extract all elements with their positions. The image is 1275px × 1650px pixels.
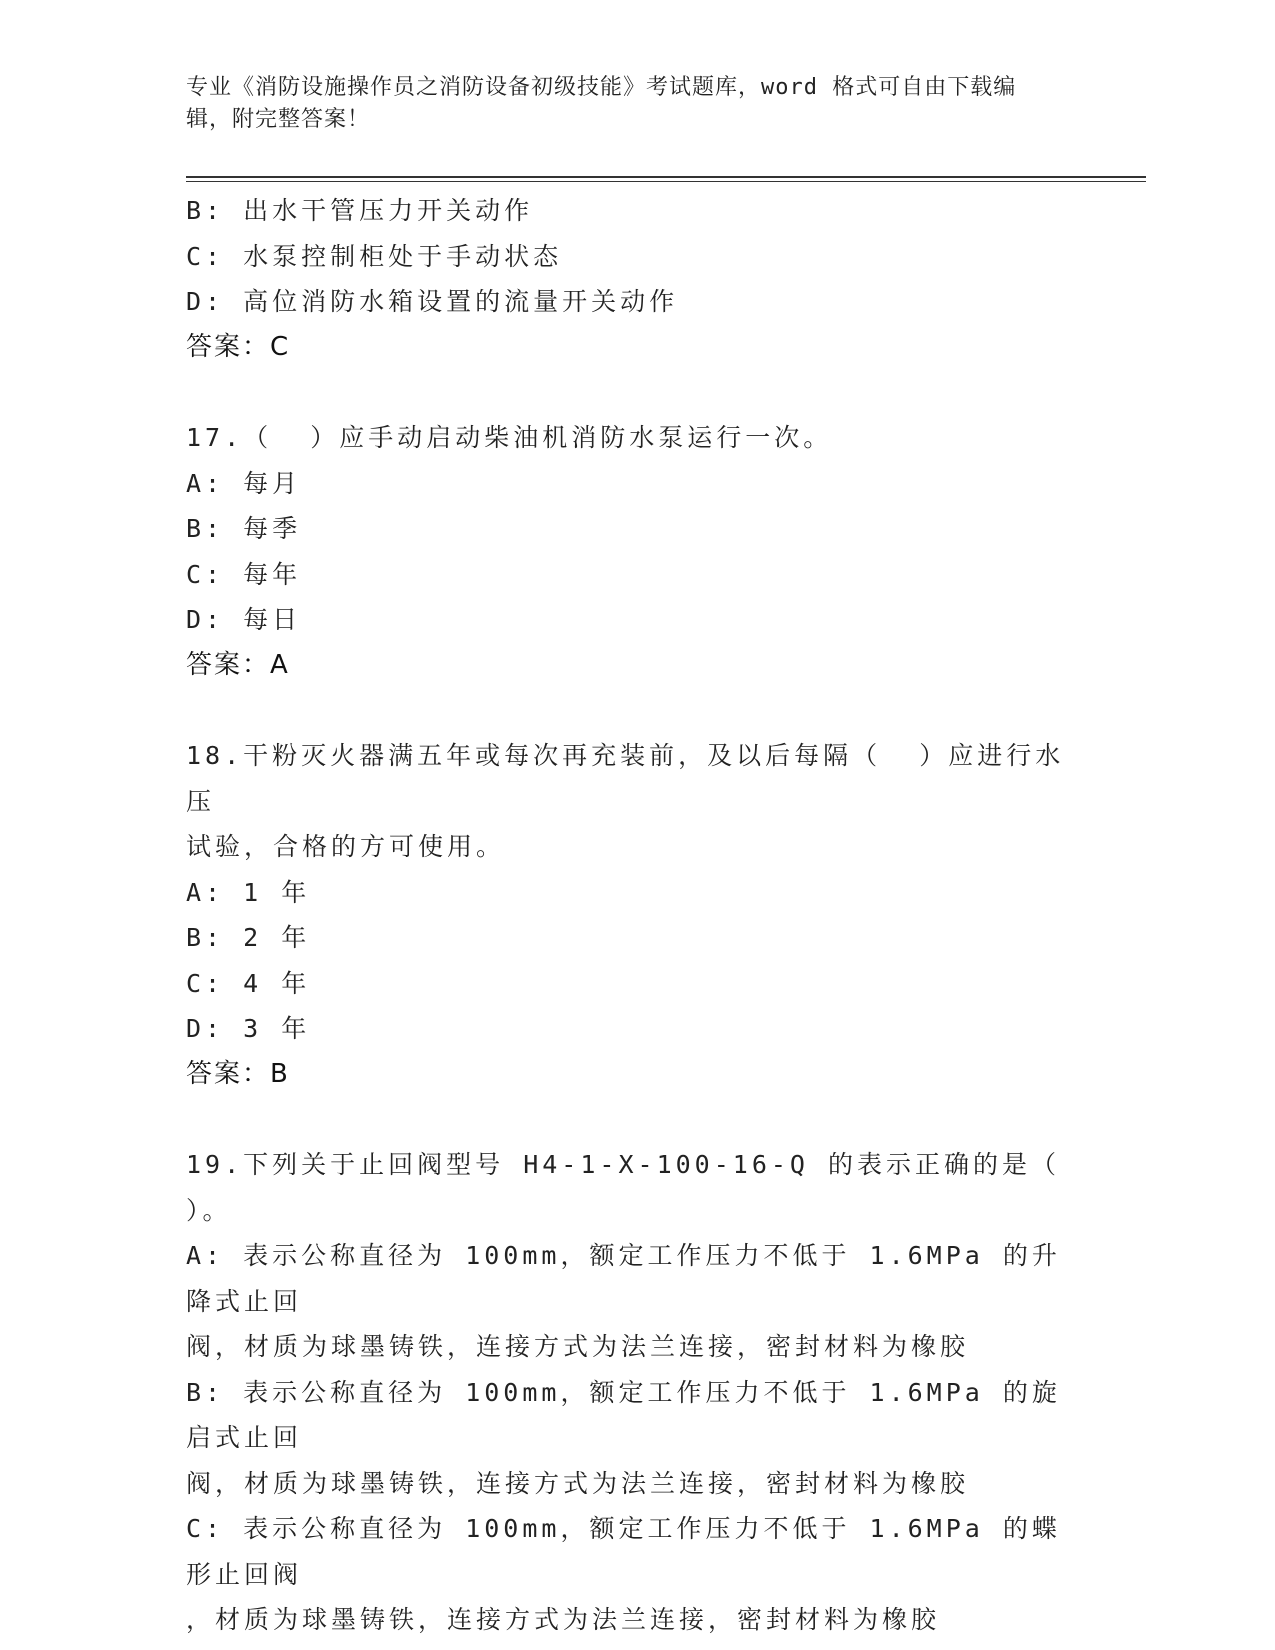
q18-option-b: B: 2 年 — [186, 923, 311, 952]
spacer — [186, 370, 1086, 415]
q19-option-c-line-1: C: 表示公称直径为 100mm，额定工作压力不低于 1.6MPa 的蝶形止回阀 — [186, 1514, 1061, 1589]
q18-option-c: C: 4 年 — [186, 968, 311, 998]
q19-option-c-line-2: ，材质为球墨铸铁，连接方式为法兰连接，密封材料为橡胶 — [186, 1605, 941, 1634]
q16-option-d: D: 高位消防水箱设置的流量开关动作 — [186, 287, 679, 316]
header-rule-thin — [186, 181, 1146, 182]
q17-option-d: D: 每日 — [186, 605, 302, 634]
q17-option-a: A: 每月 — [186, 468, 302, 498]
q16-option-c: C: 水泵控制柜处于手动状态 — [186, 241, 563, 271]
q19-option-b-line-2: 阀，材质为球墨铸铁，连接方式为法兰连接，密封材料为橡胶 — [186, 1468, 970, 1498]
header-rule-thick — [186, 176, 1146, 178]
question-18 — [186, 733, 1086, 1097]
q17-option-b: B: 每季 — [186, 514, 302, 543]
header-line-1: 专业《消防设施操作员之消防设备初级技能》考试题库，word 格式可自由下载编 — [186, 75, 1017, 100]
question-16-tail — [186, 188, 1086, 370]
q19-option-b-line-1: B: 表示公称直径为 100mm，额定工作压力不低于 1.6MPa 的旋启式止回 — [186, 1377, 1061, 1452]
question-19 — [186, 1142, 1099, 1643]
q17-question: 17.（ ）应手动启动柴油机消防水泵运行一次。 — [186, 423, 833, 452]
q17-answer: 答案：A — [186, 649, 290, 680]
spacer — [186, 688, 1086, 733]
spacer — [186, 1097, 1086, 1142]
q19-option-a-line-2: 阀，材质为球墨铸铁，连接方式为法兰连接，密封材料为橡胶 — [186, 1332, 970, 1361]
q18-question-line-2: 试验，合格的方可使用。 — [186, 832, 506, 861]
page-header — [186, 72, 1066, 136]
q19-question: 19.下列关于止回阀型号 H4-1-X-100-16-Q 的表示正确的是（ ）。 — [186, 1150, 1099, 1225]
q16-option-b: B: 出水干管压力开关动作 — [186, 196, 534, 225]
header-line-2: 辑，附完整答案！ — [186, 107, 371, 132]
q18-option-a: A: 1 年 — [186, 877, 311, 907]
q17-option-c: C: 每年 — [186, 559, 302, 589]
question-17 — [186, 415, 1086, 688]
question-content — [186, 188, 1099, 1643]
q18-question-line-1: 18.干粉灭火器满五年或每次再充装前，及以后每隔（ ）应进行水压 — [186, 741, 1065, 816]
q16-answer: 答案：C — [186, 331, 291, 362]
q18-answer: 答案：B — [186, 1058, 290, 1089]
q19-option-a-line-1: A: 表示公称直径为 100mm，额定工作压力不低于 1.6MPa 的升降式止回 — [186, 1241, 1061, 1316]
q18-option-d: D: 3 年 — [186, 1014, 311, 1043]
